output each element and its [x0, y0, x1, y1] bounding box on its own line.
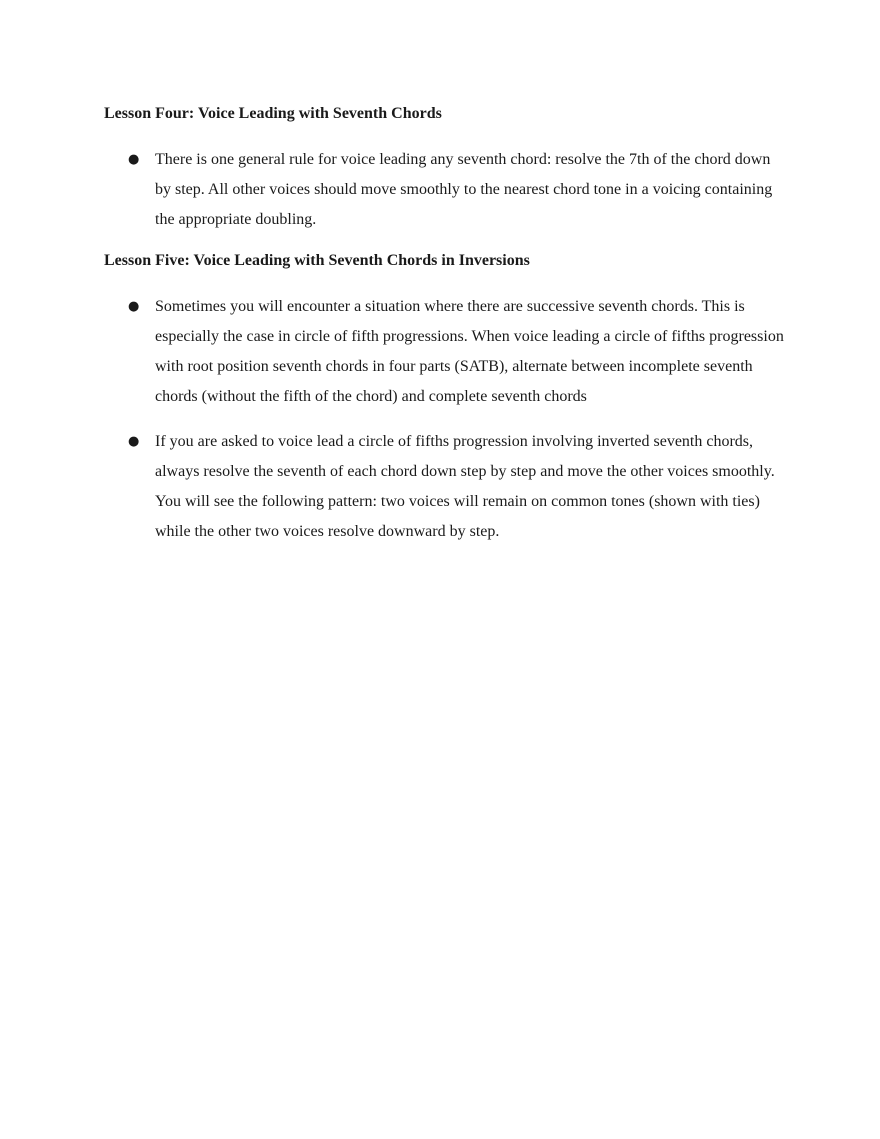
lesson-five-bullet-list	[104, 292, 784, 547]
lesson-four-bullet-list	[104, 145, 784, 235]
list-item	[104, 292, 784, 412]
lesson-four-heading: Lesson Four: Voice Leading with Seventh Chords	[104, 105, 442, 122]
bullet-text: There is one general rule for voice leading any seventh chord: resolve the 7th of the chord down by step. All other voices should move smoothly to the nearest chord tone in a voicing containing the appropriate doubling.	[155, 151, 773, 228]
bullet-icon: ●	[128, 152, 140, 167]
bullet-icon: ●	[128, 434, 140, 449]
bullet-icon: ●	[128, 299, 140, 314]
list-item	[104, 427, 784, 547]
bullet-text: If you are asked to voice lead a circle of fifths progression involving inverted seventh chords, always resolve the seventh of each chord down step by step and move the other voices smoothly. You will see the following pattern: two voices will remain on common tones (shown with ties) while the other two voices resolve downward by step.	[155, 433, 775, 540]
lesson-five-heading: Lesson Five: Voice Leading with Seventh Chords in Inversions	[104, 252, 530, 269]
document-page	[104, 100, 784, 547]
list-item	[104, 145, 784, 235]
bullet-text: Sometimes you will encounter a situation where there are successive seventh chords. This is especially the case in circle of fifth progressions. When voice leading a circle of fifths progression with root position seventh chords in four parts (SATB), alternate between incomplete seventh chords (without the fifth of the chord) and complete seventh chords	[155, 298, 784, 405]
